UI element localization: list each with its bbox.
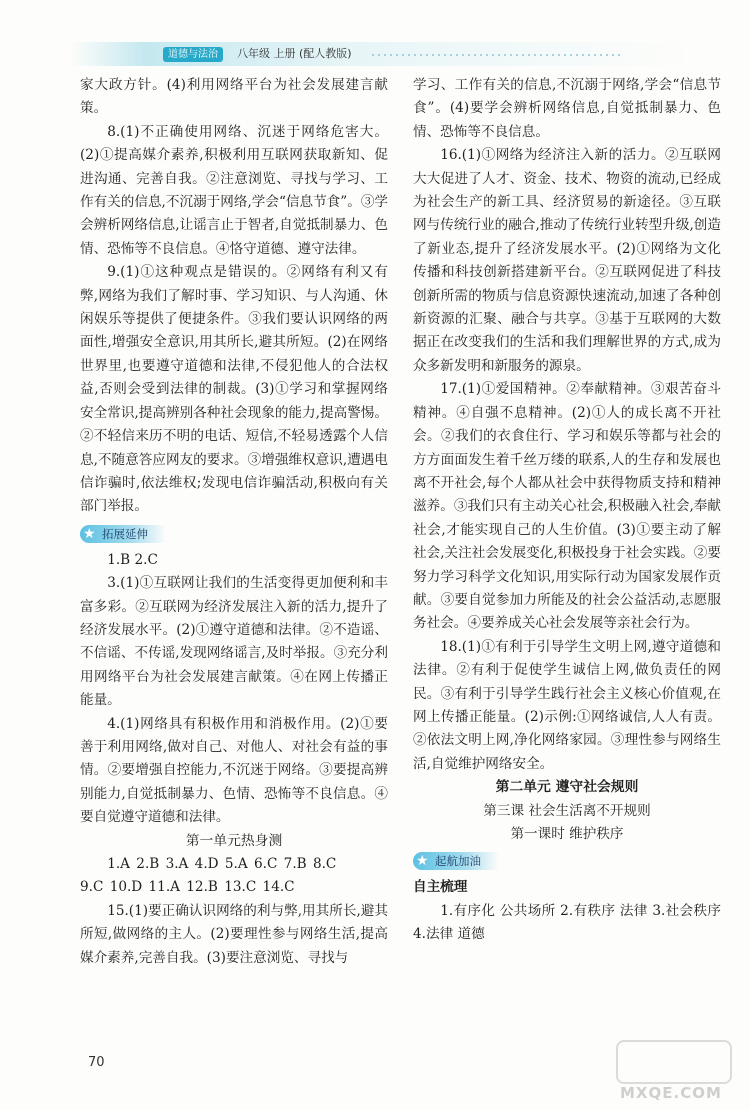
answer-9: 9.(1)①这种观点是错误的。②网络有利又有弊,网络为我们了解时事、学习知识、与人沟通、休闲娱乐等提供了便捷条件。③我们要认识网络的两面性,增强安全意识,用其所长,避其所短。(2)在网络世界里,也要遵守道德和法律,不侵犯他人的合法权益,否则会受到法律的制裁。(3)①学习和掌握网络安全常识,提高辨别各种社会现象的能力,提高警惕。②不轻信来历不明的电话、短信,不轻易透露个人信息,不随意答应网友的要求。③增强维权意识,遭遇电信诈骗时,依法维权;发现电信诈骗活动,积极向有关部门举报。 (80, 264, 388, 515)
period-title: 第一课时 维护秩序 (510, 826, 624, 842)
section-start (413, 852, 499, 870)
answer-1-2: 1.B 2.C (107, 551, 158, 568)
answer-17: 17.(1)①爱国精神。②奉献精神。③艰苦奋斗精神。④自强不息精神。(2)①人的成长离不开社会。②我们的衣食住行、学习和娱乐等都与社会的方方面面发生着千丝万缕的联系,人的生存和发展也离不开社会,每个人都从社会中获得物质支持和精神滋养。③我们只有主动关心社会,积极融入社会,奉献社会,才能实现自己的人生价值。(3)①要主动了解社会,关注社会发展变化,积极投身于社会实践。②要努力学习科学文化知识,用实际行动为国家发展作贡献。③要自觉参加力所能及的社会公益活动,志愿服务社会。④要养成关心社会发展等亲社会行为。 (413, 381, 721, 632)
header-dots (370, 54, 620, 56)
test-title: 第一单元热身测 (185, 832, 283, 849)
page-number: 70 (88, 1055, 105, 1070)
subject-tag: 道德与法治 (163, 47, 223, 62)
answers-row-2: 9.C 10.D 11.A 12.B 13.C 14.C (80, 879, 295, 896)
page-header (70, 42, 690, 66)
unit-title: 第二单元 遵守社会规则 (495, 779, 639, 796)
star-icon: ★ (83, 525, 96, 542)
lesson-title: 第三课 社会生活离不开规则 (483, 802, 651, 819)
answers-row-1: 1.A 2.B 3.A 4.D 5.A 6.C 7.B 8.C (107, 856, 337, 872)
continued-paragraph: 家大政方针。(4)利用网络平台为社会发展建言献策。 (80, 77, 388, 117)
continued-paragraph-right: 学习、工作有关的信息,不沉溺于网络,学会“信息节食”。(4)要学会辨析网络信息,自觉抵制暴力、色情、恐怖等不良信息。 (413, 77, 721, 140)
grade-label: 八年级 上册 (配人教版) (237, 47, 352, 60)
section-start-label: 起航加油 (435, 854, 481, 869)
answer-16: 16.(1)①网络为经济注入新的活力。②互联网大大促进了人才、资金、技术、物资的流动,已经成为社会生产的新工具、经济贸易的新途径。③互联网与传统行业的融合,推动了传统行业转型升级,创造了新业态,提升了经济发展水平。(2)①网络为文化传播和科技创新搭建新平台。②互联网促进了科技创新所需的物质与信息资源快速流动,加速了各种创新资源的汇聚、融合与共享。③基于互联网的大数据正在改变我们的生活和我们理解世界的方式,成为众多新发明和新服务的源泉。 (413, 147, 721, 374)
answer-8: 8.(1)不正确使用网络、沉迷于网络危害大。(2)①提高媒介素养,积极利用互联网获取新知、促进沟通、完善自我。②注意浏览、寻找与学习、工作有关的信息,不沉溺于网络,学会“信息节食”。③学会辨析网络信息,让谣言止于智者,自觉抵制暴力、色情、恐怖等不良信息。④恪守道德、遵守法律。 (80, 123, 389, 257)
left-column (80, 74, 388, 970)
section-extend (80, 525, 166, 543)
watermark (610, 1040, 750, 1106)
answer-15: 15.(1)要正确认识网络的利与弊,用其所长,避其所短,做网络的主人。(2)要理性参与网络生活,提高媒介素养,完善自我。(3)要注意浏览、寻找与 (80, 902, 388, 966)
answer-18: 18.(1)①有利于引导学生文明上网,遵守道德和法律。②有利于促使学生诚信上网,做负责任的网民。③有利于引导学生践行社会主义核心价值观,在网上传播正能量。(2)示例:①网络诚信,人人有责。②依法文明上网,净化网络家园。③理性参与网络生活,自觉维护网络安全。 (413, 638, 721, 772)
watermark-url: MXQE.COM (620, 1084, 722, 1102)
self-review-title: 自主梳理 (413, 879, 468, 896)
watermark-logo-icon (616, 1040, 732, 1084)
self-review-answers: 1.有序化 公共场所 2.有秩序 法律 3.社会秩序 4.法律 道德 (413, 902, 721, 943)
answer-3: 3.(1)①互联网让我们的生活变得更加便利和丰富多彩。②互联网为经济发展注入新的活力,提升了经济发展水平。(2)①遵守道德和法律。②不造谣、不信谣、不传谣,发现网络谣言,及时举报。③充分利用网络平台为社会发展建言献策。④在网上传播正能量。 (80, 575, 388, 709)
right-column (413, 74, 721, 947)
star-icon: ★ (416, 853, 429, 870)
section-extend-label: 拓展延伸 (102, 526, 148, 541)
answer-4: 4.(1)网络具有积极作用和消极作用。(2)①要善于利用网络,做对自己、对他人、对社会有益的事情。②要增强自控能力,不沉迷于网络。③要提高辨别能力,自觉抵制暴力、色情、恐怖等不良信息。④要自觉遵守道德和法律。 (80, 715, 388, 826)
